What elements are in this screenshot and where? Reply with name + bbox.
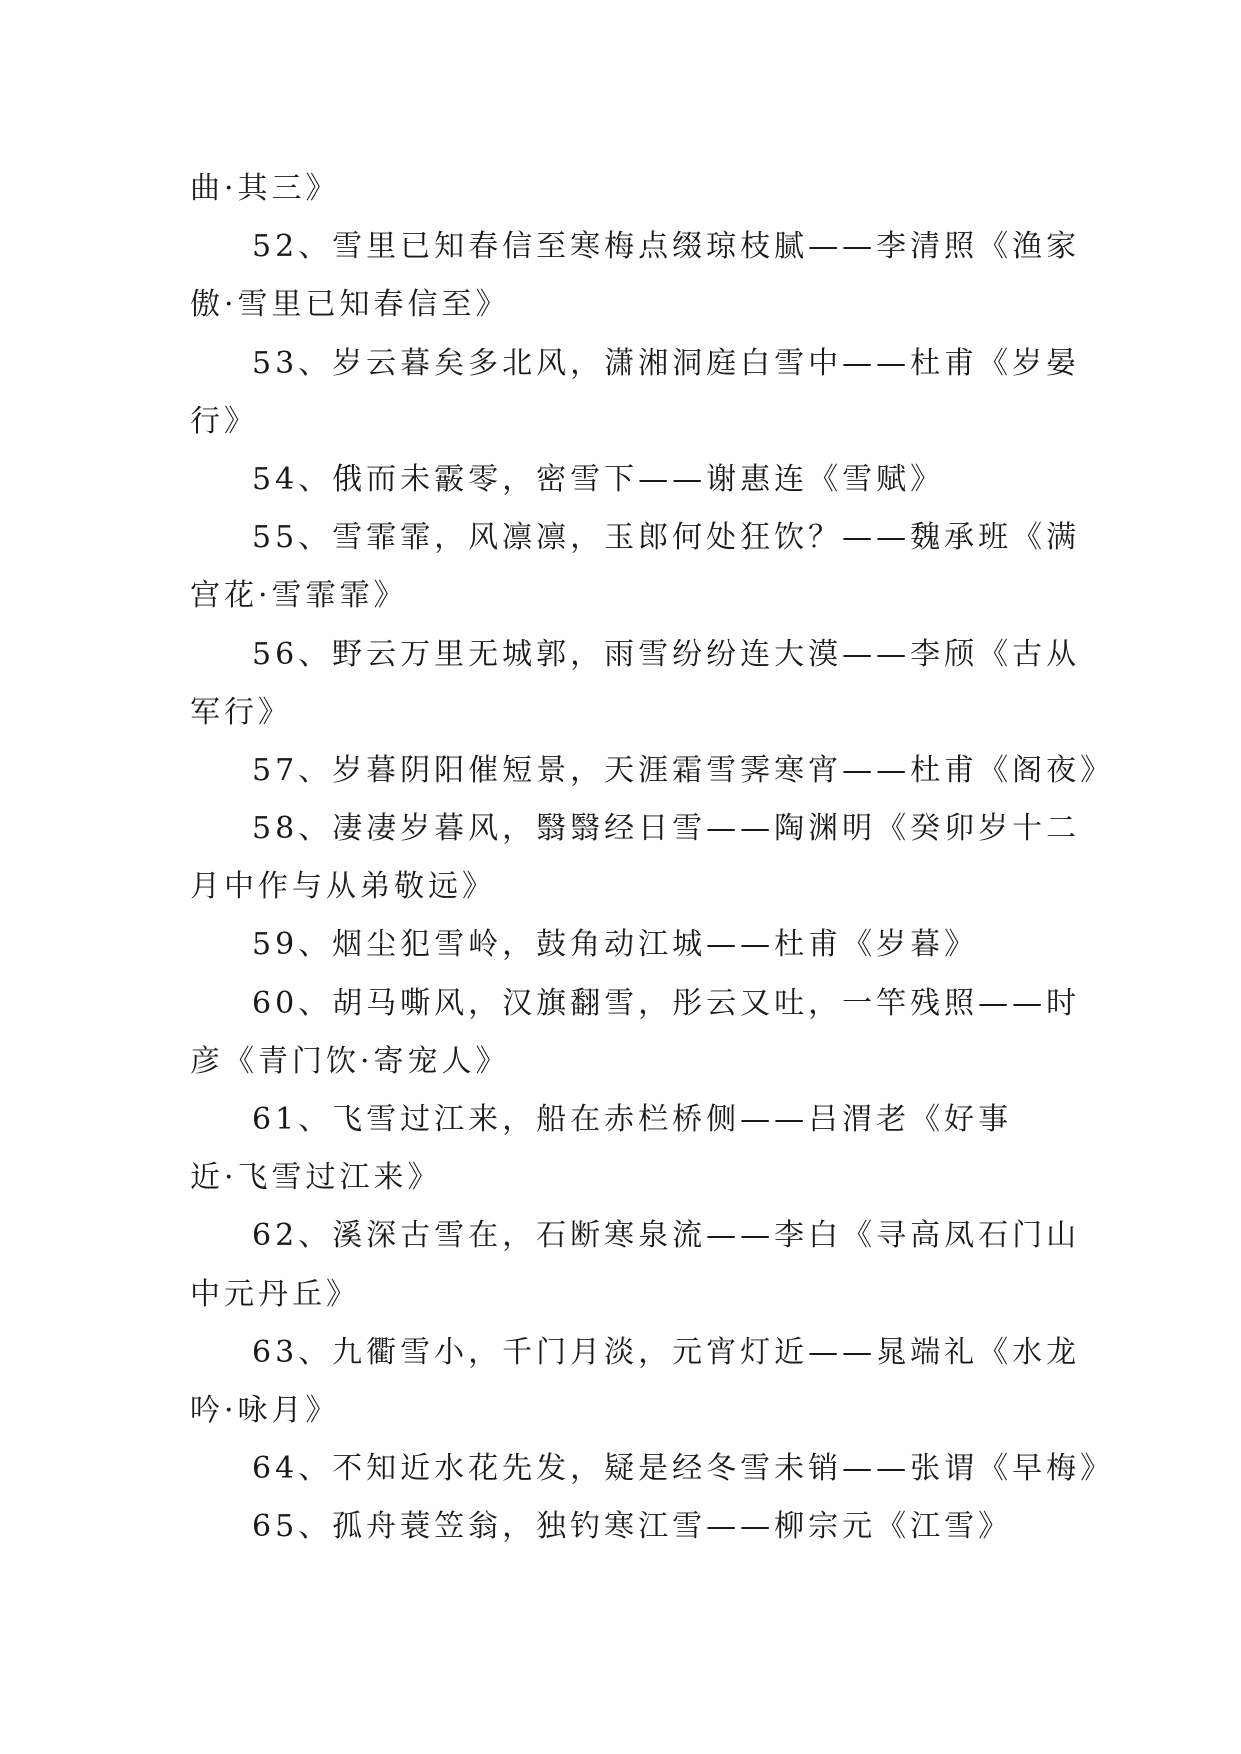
- poem-line: 傲·雪里已知春信至》: [190, 287, 510, 323]
- poem-line: 60、胡马嘶风，汉旗翻雪，彤云又吐，一竿残照——时: [252, 985, 1081, 1021]
- poem-line: 53、岁云暮矣多北风，潇湘洞庭白雪中——杜甫《岁晏: [252, 345, 1081, 381]
- poem-line: 65、孤舟蓑笠翁，独钓寒江雪——柳宗元《江雪》: [252, 1509, 1013, 1545]
- poem-line: 中元丹丘》: [190, 1276, 360, 1312]
- poem-line: 近·飞雪过江来》: [190, 1160, 442, 1196]
- poem-line: 54、俄而未霰零，密雪下——谢惠连《雪赋》: [252, 461, 945, 497]
- poem-line: 56、野云万里无城郭，雨雪纷纷连大漠——李颀《古从: [252, 636, 1081, 672]
- poem-line: 吟·咏月》: [190, 1392, 340, 1428]
- poem-line: 52、雪里已知春信至寒梅点缀琼枝腻——李清照《渔家: [252, 229, 1081, 265]
- poem-line: 61、飞雪过江来，船在赤栏桥侧——吕渭老《好事: [252, 1102, 1013, 1137]
- poem-line: 64、不知近水花先发，疑是经冬雪未销——张谓《早梅》: [252, 1451, 1115, 1487]
- poem-line: 58、凄凄岁暮风，翳翳经日雪——陶渊明《癸卯岁十二: [252, 811, 1081, 847]
- poem-line: 59、烟尘犯雪岭，鼓角动江城——杜甫《岁暮》: [252, 927, 979, 963]
- poem-line: 曲·其三》: [190, 171, 340, 206]
- poem-line: 彦《青门饮·寄宠人》: [190, 1043, 510, 1079]
- poem-line: 行》: [190, 403, 258, 439]
- poem-line: 63、九衢雪小，千门月淡，元宵灯近——晁端礼《水龙: [252, 1334, 1081, 1370]
- poem-line: 宫花·雪霏霏》: [190, 578, 408, 614]
- poem-line: 55、雪霏霏，风凛凛，玉郎何处狂饮？——魏承班《满: [252, 520, 1081, 556]
- poem-line: 57、岁暮阴阳催短景，天涯霜雪霁寒宵——杜甫《阁夜》: [252, 752, 1115, 788]
- poem-line: 军行》: [190, 694, 292, 730]
- poem-line: 月中作与从弟敬远》: [190, 869, 496, 905]
- poem-line: 62、溪深古雪在，石断寒泉流——李白《寻高凤石门山: [252, 1218, 1081, 1254]
- poem-list: [190, 160, 1115, 1557]
